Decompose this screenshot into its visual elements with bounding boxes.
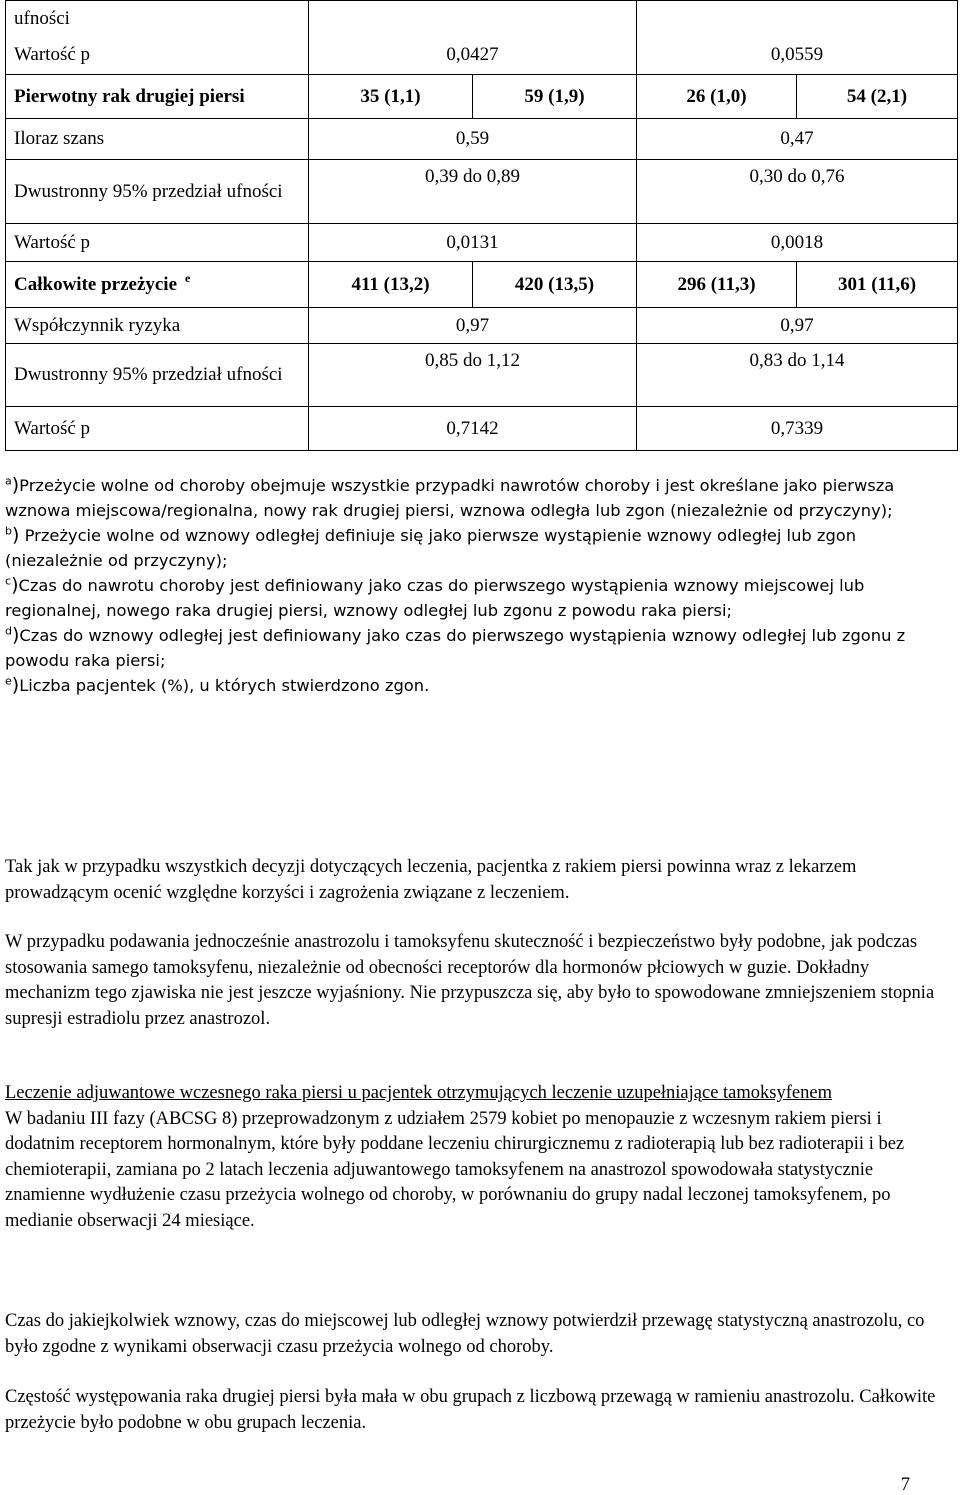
table-row — [6, 37, 958, 75]
cell-value: 0,59 — [309, 119, 637, 160]
row-label: Wartość p — [6, 224, 309, 262]
cell-value: 26 (1,0) — [637, 75, 797, 119]
footnote-b: $^b$) Przeżycie wolne od wznowy odległej definiuje się jako pierwsze wystąpienie wznowy odległej lub zgon (niezależnie od przyczyny); — [5, 524, 857, 570]
footnote-text: Przeżycie wolne od wznowy odległej definiuje się jako pierwsze wystąpienie wznowy odległej lub zgon (niezależnie od przyczyny); — [5, 526, 857, 570]
table-row — [6, 407, 958, 451]
row-label: ufności — [6, 1, 309, 37]
section-body: W badaniu III fazy (ABCSG 8) przeprowadzonym z udziałem 2579 kobiet po menopauzie z wczesnym rakiem piersi i dodatnim receptorem hormonalnym, które były poddane leczeniu chirurgicznemu z radioterapią lub bez radioterapii i bez chemioterapii, zamiana po 2 latach leczenia adjuwantowego tamoksyfenem na anastrozol spowodowała statystycznie znamienne wydłużenie czasu przeżycia wolnego od choroby, w porównaniu do grupy nadal leczonej tamoksyfenem, po medianie obserwacji 24 miesiące. — [5, 1108, 905, 1231]
cell-value: 411 (13,2) — [309, 262, 473, 308]
cell-value: 0,0559 — [637, 37, 958, 75]
results-table — [5, 0, 958, 451]
footnote-mark: a — [5, 474, 12, 488]
paragraph-treatment-decision: Tak jak w przypadku wszystkich decyzji dotyczących leczenia, pacjentka z rakiem piersi powinna wraz z lekarzem prowadzącym ocenić względne korzyści i zagrożenia związane z leczeniem. — [5, 857, 857, 903]
table-row — [6, 160, 958, 224]
table-row — [6, 75, 958, 119]
cell-value: 54 (2,1) — [797, 75, 958, 119]
cell-value: 301 (11,6) — [797, 262, 958, 308]
paragraph-concomitant-use: W przypadku podawania jednocześnie anastrozolu i tamoksyfenu skuteczność i bezpieczeństwo były podobne, jak podczas stosowania samego tamoksyfenu, niezależnie od obecności receptorów dla hormonów płciowych w guzie. Dokładny mechanizm tego zjawiska nie jest jeszcze wyjaśniony. Nie przypuszcza się, aby było to spowodowane zmniejszeniem stopnia supresji estradiolu przez anastrozol. — [5, 932, 935, 1029]
footnote-text: Czas do wznowy odległej jest definiowany jako czas do pierwszego wystąpienia wznowy odległej lub zgonu z powodu raka piersi; — [5, 626, 906, 670]
footnotes — [5, 473, 950, 698]
cell-value: 420 (13,5) — [473, 262, 637, 308]
section-heading: Leczenie adjuwantowe wczesnego raka piersi u pacjentek otrzymujących leczenie uzupełniające tamoksyfenem — [5, 1083, 832, 1103]
page-number: 7 — [900, 1475, 910, 1495]
cell-value: 0,39 do 0,89 — [309, 160, 637, 224]
footnote-c: $^c$)Czas do nawrotu choroby jest definiowany jako czas do pierwszego wystąpienia wznowy miejscowej lub regionalnej, nowego raka drugiej piersi, wznowy odległej lub zgonu z powodu raka piersi; — [5, 574, 865, 620]
table-row — [6, 119, 958, 160]
footnote-mark: d — [5, 624, 12, 638]
row-label: Współczynnik ryzyka — [6, 308, 309, 344]
footnote-d: $^d$)Czas do wznowy odległej jest definiowany jako czas do pierwszego wystąpienia wznowy odległej lub zgonu z powodu raka piersi; — [5, 624, 906, 670]
cell-value: 0,7339 — [637, 407, 958, 451]
row-label: Wartość p — [6, 37, 309, 75]
footnote-a: $^a$)Przeżycie wolne od choroby obejmuje wszystkie przypadki nawrotów choroby i jest określane jako pierwsza wznowa miejscowa/regionalna, nowy rak drugiej piersi, wznowa odległa lub zgon (niezależnie od przyczyny); — [5, 474, 895, 520]
footnote-mark: b — [5, 524, 12, 538]
row-label: Dwustronny 95% przedział ufności — [6, 344, 309, 407]
footnote-mark: e — [5, 674, 12, 688]
cell-value: 0,83 do 1,14 — [637, 344, 958, 407]
cell-value: 35 (1,1) — [309, 75, 473, 119]
row-label: Wartość p — [6, 407, 309, 451]
cell-value: 0,30 do 0,76 — [637, 160, 958, 224]
row-label: Dwustronny 95% przedział ufności — [6, 160, 309, 224]
table-row — [6, 262, 958, 308]
row-label: Całkowite przeżycie $^e$ — [6, 262, 309, 308]
footnote-mark: c — [5, 574, 12, 588]
cell-value: 296 (11,3) — [637, 262, 797, 308]
table-row — [6, 344, 958, 407]
footnote-text: Przeżycie wolne od choroby obejmuje wszystkie przypadki nawrotów choroby i jest określane jako pierwsza wznowa miejscowa/regionalna, nowy rak drugiej piersi, wznowa odległa lub zgon (niezależnie od przyczyny); — [5, 476, 895, 520]
cell-value: 0,0427 — [309, 37, 637, 75]
footnote-text: Liczba pacjentek (%), u których stwierdzono zgon. — [19, 676, 430, 695]
table-row — [6, 1, 958, 37]
table-row — [6, 308, 958, 344]
footnote-mark: e — [185, 271, 191, 286]
cell-value: 0,97 — [309, 308, 637, 344]
section-abcsg8 — [5, 1081, 950, 1234]
cell-value: 0,97 — [637, 308, 958, 344]
cell-value: 0,7142 — [309, 407, 637, 451]
footnote-e: $^e$)Liczba pacjentek (%), u których stwierdzono zgon. — [5, 674, 430, 696]
cell-value: 0,85 do 1,12 — [309, 344, 637, 407]
paragraph-contralateral: Częstość występowania raka drugiej piersi była mała w obu grupach z liczbową przewagą w ramieniu anastrozolu. Całkowite przeżycie było podobne w obu grupach leczenia. — [5, 1387, 936, 1433]
footnote-text: Czas do nawrotu choroby jest definiowany jako czas do pierwszego wystąpienia wznowy miejscowej lub regionalnej, nowego raka drugiej piersi, wznowy odległej lub zgonu z powodu raka piersi; — [5, 576, 865, 620]
row-label: Pierwotny rak drugiej piersi — [6, 75, 309, 119]
cell-value: 0,0131 — [309, 224, 637, 262]
paragraph-recurrence: Czas do jakiejkolwiek wznowy, czas do miejscowej lub odległej wznowy potwierdził przewagę statystyczną anastrozolu, co było zgodne z wynikami obserwacji czasu przeżycia wolnego od choroby. — [5, 1311, 925, 1357]
cell-value: 0,0018 — [637, 224, 958, 262]
cell-value: 0,47 — [637, 119, 958, 160]
row-label: Iloraz szans — [6, 119, 309, 160]
table-row — [6, 224, 958, 262]
cell-value: 59 (1,9) — [473, 75, 637, 119]
